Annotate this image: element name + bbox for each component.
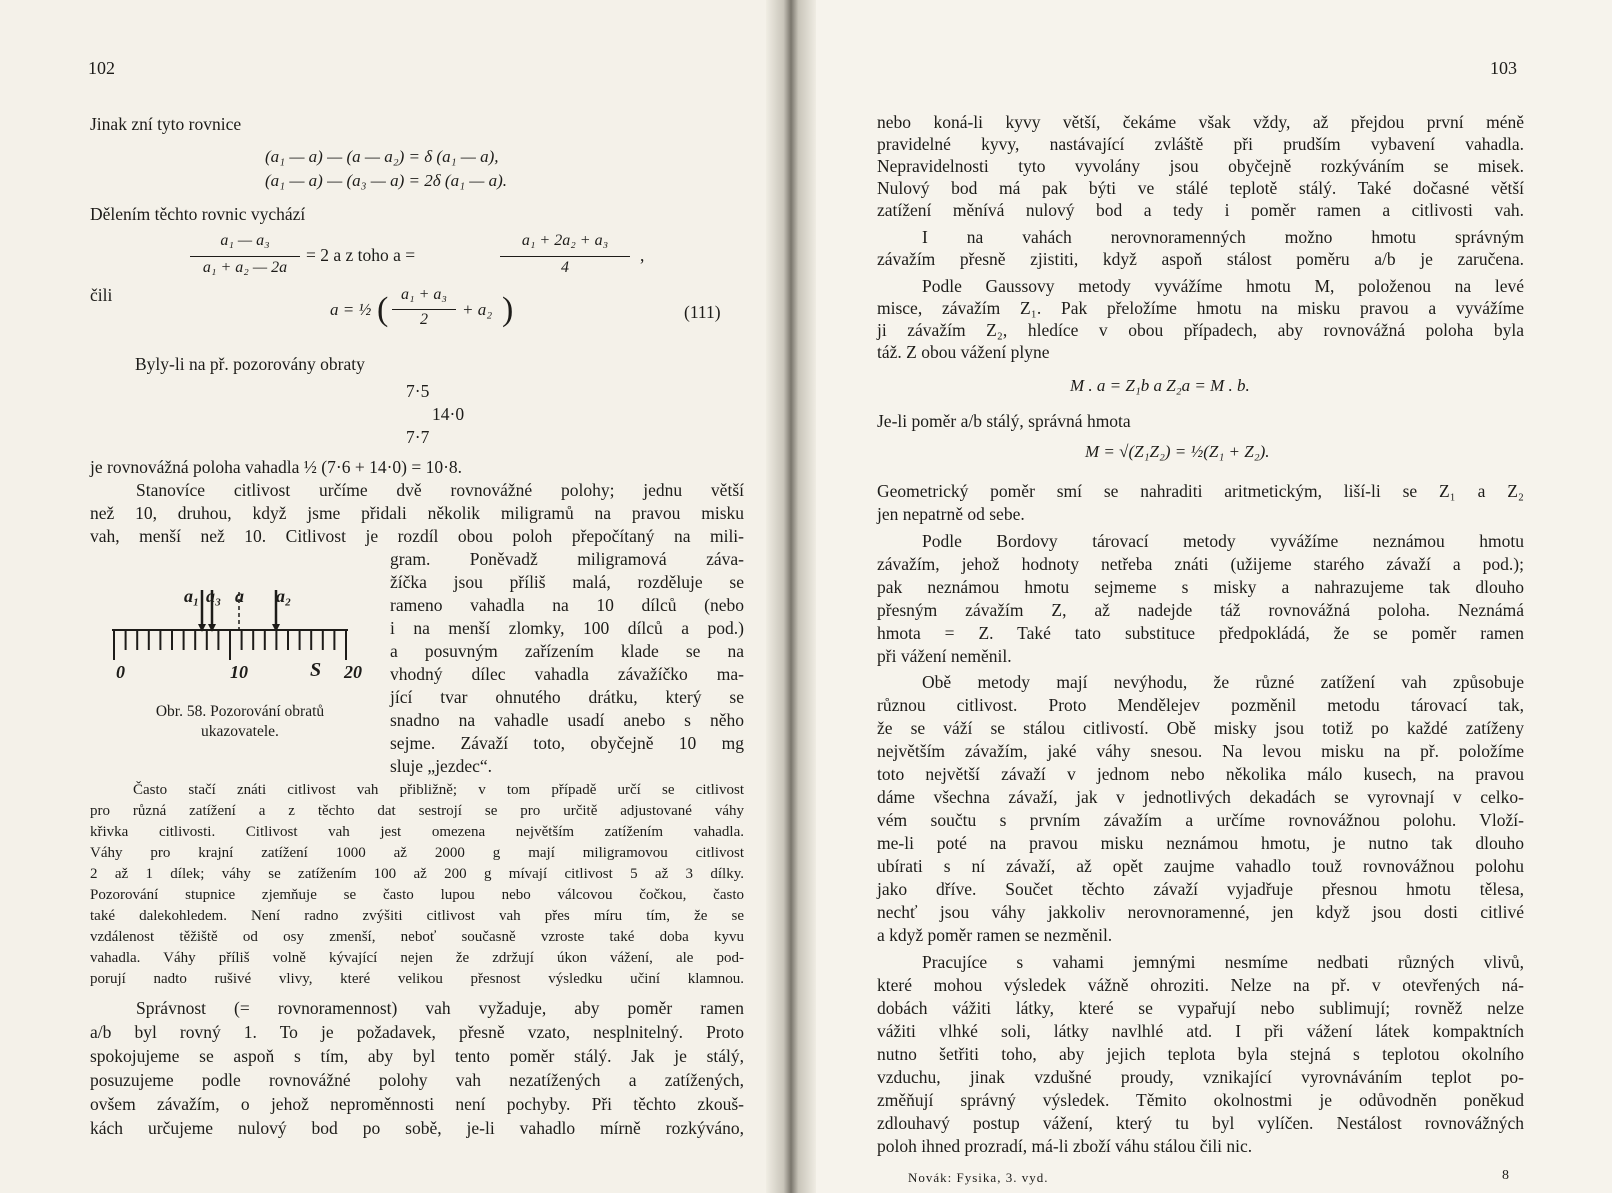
r-para5-line-1: Podle Bordovy tárovací metody vyvážíme neznámou hmotu [922, 531, 1524, 551]
r-para6-line-11: nechť jsou váhy jakkoliv nerovnoramenné, jen když jsou dosti citlivé [877, 902, 1524, 922]
r-para5-line-4: přesným závažím Z, až nadejde táž rovnovážná poloha. Neznámá [877, 600, 1524, 620]
small-para-line-6: Pozorování stupnice zjemňuje se často lupou nebo válcovou čočkou, často [90, 887, 744, 903]
r-para5-line-2: závažím, jehož hodnoty netřeba znáti (užijeme starého závaží a pod.); [877, 554, 1524, 574]
figure-caption-line-1: Obr. 58. Pozorování obratů [155, 703, 325, 720]
je-li-line: Je-li poměr a/b stálý, správná hmota [877, 411, 1131, 431]
fraction-1-rhs: = 2 a z toho a = [306, 245, 416, 265]
equation-2: (a₁ — a) — (a₃ — a) = 2δ (a₁ — a). [265, 171, 508, 190]
r-para7-line-1: Pracujíce s vahami jemnými nesmíme nedbati různých vlivů, [922, 952, 1524, 972]
r-para7-line-7: změňují správný výsledek. Těmito okolnostmi je odůvodněn poněkud [877, 1090, 1524, 1110]
r-para3-line-2: misce, závažím Z₁. Pak přeložíme hmotu na misku pravou a vyvážíme [877, 298, 1524, 318]
equation-1: (a₁ — a) — (a — a₂) = δ (a₁ — a), [265, 147, 499, 166]
r-para4-line-1: Geometrický poměr smí se nahraditi aritmetickým, liší-li se Z₁ a Z₂ [877, 481, 1524, 501]
r-para2-line-1: I na vahách nerovnoramenných možno hmotu správným [922, 227, 1524, 247]
r-para6-line-10: jako dříve. Součet těchto závaží vyjadřuje přesnou hmotu tělesa, [877, 879, 1524, 899]
r-para3-line-4: táž. Z obou vážení plyne [877, 342, 1050, 362]
r-para6-line-7: vém součtu s prvním závažím a určíme rovnovážnou polohu. Vloží- [877, 810, 1524, 830]
gauss-equation: M . a = Z₁b a Z₂a = M . b. [1070, 376, 1250, 395]
label-a2: a₂ [276, 586, 292, 606]
fraction-1-bar [190, 256, 300, 257]
intro-line: Jinak zní tyto rovnice [90, 114, 242, 134]
equation-111-bar [392, 309, 456, 310]
footer-imprint: Novák: Fysika, 3. vyd. [908, 1170, 1049, 1185]
r-para7-line-5: nutno šetřiti toho, aby jejich teplota byla stejná s teplotou okolního [877, 1044, 1524, 1064]
label-a3: a₃ [206, 586, 222, 606]
para2-line-2: a/b byl rovný 1. To je požadavek, přesně vzato, nesplnitelný. Proto [90, 1022, 744, 1042]
r-para5-line-6: při vážení neměnil. [877, 646, 1012, 666]
fraction-2-denominator: 4 [561, 259, 569, 276]
obrat-2: 14·0 [432, 404, 465, 424]
para1r-line-1: gram. Poněvadž miligramová záva- [390, 549, 744, 569]
r-para6-line-4: největším závažím, jaké váhy snesou. Na levou misku na př. položíme [877, 741, 1524, 761]
para1-line-2: než 10, druhou, když jsme přidali několik miligramů na pravou misku [90, 503, 744, 523]
small-para-line-2: pro různá zatížení a z těchto dat sestrojí se pro určitě adjustované váhy [90, 803, 744, 819]
r-para6-line-8: me-li poté na pravou misku neznámou hmotu, je nutno tak dlouho [877, 833, 1524, 853]
right-page-number: 103 [1490, 58, 1517, 78]
para2-line-4: posuzujeme podle rovnovážné polohy vah nezatížených a zatížených, [90, 1070, 744, 1090]
tick-label-s: S [310, 659, 322, 681]
left-page-number: 102 [88, 58, 115, 78]
mass-equation: M = √(Z₁Z₂) = ½(Z₁ + Z₂). [1085, 442, 1270, 461]
r-para3-line-1: Podle Gaussovy metody vyvážíme hmotu M, položenou na levé [922, 276, 1524, 296]
observation-scale-figure [108, 580, 376, 690]
para1-line-1: Stanovíce citlivost určíme dvě rovnovážné polohy; jednu větší [136, 480, 744, 500]
para2-line-3: spokojujeme se aspoň s tím, aby byl tento poměr stálý. Jak je stálý, [90, 1046, 744, 1066]
small-para-line-10: porují nadto rušivé vlivy, které velikou přesnost výsledku učiní klamnou. [90, 971, 744, 987]
r-para6-line-2: různou citlivost. Proto Mendělejev pozměnil metodu tárovací tak, [877, 695, 1524, 715]
cili-label: čili [90, 285, 113, 305]
book-gutter [766, 0, 816, 1193]
equation-111-numerator: a₁ + a₃ [401, 286, 447, 303]
equation-111-number: (111) [684, 302, 721, 322]
label-a1: a₁ [184, 586, 200, 606]
r-para6-line-12: a když poměr ramen se nezměnil. [877, 925, 1113, 945]
para1r-line-4: i na menší zlomky, 100 dílců a pod.) [390, 618, 744, 638]
para1r-line-2: žíčka jsou příliš malá, rozděluje se [390, 572, 744, 592]
division-line: Dělením těchto rovnic vychází [90, 204, 306, 224]
fraction-1-denominator: a₁ + a₂ — 2a [202, 259, 288, 276]
r-para6-line-5: toto největší závaží v jednom nebo několika málo kusech, na pravou [877, 764, 1524, 784]
r-para1-line-4: Nulový bod má pak býti ve stálé teplotě stálý. Také dočasné větší [877, 178, 1524, 198]
small-para-line-9: vahadla. Váhy příliš volně kývající nejen že zdržují úkon vážení, ale pod- [90, 950, 744, 966]
equation-111-lhs: a = ½ [330, 300, 372, 319]
obraty-intro: Byly-li na př. pozorovány obraty [135, 354, 365, 374]
r-para3-line-3: ji závažím Z₂, hledíce v obou případech, aby rovnovážná poloha byla [877, 320, 1524, 340]
figure-caption-line-2: ukazovatele. [201, 723, 279, 740]
fraction-1-numerator: a₁ — a₃ [220, 232, 270, 249]
r-para6-line-3: že se váží se stálou citlivostí. Obě misky jsou totiž po každé zatíženy [877, 718, 1524, 738]
obrat-3: 7·7 [406, 427, 430, 447]
tick-label-0: 0 [116, 662, 125, 682]
small-para-line-8: vzdálenost těžiště od osy zmenší, neboť současně vzroste také doba kyvu [90, 929, 744, 945]
fraction-2-bar [500, 256, 630, 257]
r-para1-line-2: pravidelné kyvy, nastávající zvláště při prudším vybavení vahadla. [877, 134, 1524, 154]
para1r-line-8: snadno na vahadle usadí anebo s něho [390, 710, 744, 730]
para1r-line-7: jící tvar ohnutého drátku, který se [390, 687, 744, 707]
r-para1-line-1: nebo koná-li kyvy větší, čekáme však vždy, až přejdou první méně [877, 112, 1524, 132]
para1r-line-10: sluje „jezdec“. [390, 756, 493, 776]
para1r-line-3: rameno vahadla na 10 dílců (nebo [390, 595, 744, 615]
para1r-line-6: vhodný dílec vahadla závažíčko ma- [390, 664, 744, 684]
r-para1-line-3: Nepravidelnosti tyto vyvolány jsou obyčejně rozkýváním se misek. [877, 156, 1524, 176]
r-para7-line-9: poloh ihned prozradí, má-li zboží váhu stálou čili nic. [877, 1136, 1253, 1156]
r-para6-line-9: ubírati s ní závaží, až opět zaujme vahadlo touž rovnovážnou polohu [877, 856, 1524, 876]
figure-caption [100, 702, 380, 742]
small-para-line-4: Váhy pro krajní zatížení 1000 až 2000 g mají miligramovou citlivost [90, 845, 744, 861]
para2-line-5: ovšem závažím, o jehož neproměnnosti není pochyby. Při těchto zkouš- [90, 1094, 744, 1114]
fraction-2-comma: , [640, 245, 645, 265]
small-para-line-1: Často stačí znáti citlivost vah přibližně; v tom případě určí se citlivost [133, 782, 744, 798]
rovnovazna-line: je rovnovážná poloha vahadla ½ (7·6 + 14·0) = 10·8. [90, 457, 463, 477]
fraction-2-numerator: a₁ + 2a₂ + a₃ [521, 232, 609, 249]
label-a: a [235, 586, 244, 606]
para1r-line-9: sejme. Závaží toto, obyčejně 10 mg [390, 733, 744, 753]
r-para7-line-2: které mohou výsledek vážně ohroziti. Nelze na př. v otevřených ná- [877, 975, 1524, 995]
small-para-line-5: 2 až 1 dílek; váhy se zatížením 100 až 200 g mívají citlivost 5 až 3 dílky. [90, 866, 744, 882]
tick-label-10: 10 [230, 662, 248, 682]
paren-close: ) [502, 291, 514, 328]
r-para1-line-5: zatížení měnívá nulový bod a tedy i poměr ramen a citlivosti vah. [877, 200, 1524, 220]
para1r-line-5: a posuvným zařízením klade se na [390, 641, 744, 661]
r-para6-line-6: dáme všechna závaží, jak v jednotlivých dekadách se vyrovnají v celko- [877, 787, 1524, 807]
r-para6-line-1: Obě metody mají nevýhodu, že různé zatížení vah způsobuje [922, 672, 1524, 692]
equation-111-denominator: 2 [420, 311, 428, 328]
small-para-line-3: křivka citlivosti. Citlivost vah jest omezena největším zatížením vahadla. [90, 824, 744, 840]
r-para7-line-4: vážiti vlhké soli, látky navlhlé atd. I při vážení látek kompaktních [877, 1021, 1524, 1041]
equation-111-rest: + a₂ [462, 300, 493, 319]
paren-open: ( [377, 291, 389, 328]
r-para7-line-8: zdlouhavý postup vážení, který tu byl vylíčen. Nestálost rovnovážných [877, 1113, 1524, 1133]
r-para7-line-6: vzduchu, jinak vzdušné proudy, vznikající vyrovnáváním teplot po- [877, 1067, 1524, 1087]
tick-label-20: 20 [344, 662, 362, 682]
r-para5-line-3: pak neznámou hmotu sejmeme s misky a nahrazujeme tak dlouho [877, 577, 1524, 597]
para2-line-6: kách určujeme nulový bod po sobě, je-li vahadlo mírně rozkýváno, [90, 1118, 744, 1138]
r-para7-line-3: dobách vážiti látky, které se vypařují nebo sublimují; rovněž nelze [877, 998, 1524, 1018]
signature-mark: 8 [1502, 1168, 1510, 1183]
r-para2-line-2: závažím přesně zjistiti, když aspoň stálost poměru a/b je zaručena. [877, 249, 1524, 269]
para2-line-1: Správnost (= rovnoramennost) vah vyžaduje, aby poměr ramen [136, 998, 744, 1018]
r-para4-line-2: jen nepatrně od sebe. [877, 504, 1025, 524]
small-para-line-7: také dalekohledem. Není radno zvýšiti citlivost vah přes míru tím, že se [90, 908, 744, 924]
r-para5-line-5: hmota = Z. Také tato substituce předpokládá, že se poměr ramen [877, 623, 1524, 643]
obrat-1: 7·5 [406, 381, 430, 401]
para1-line-3: vah, menší než 10. Citlivost je rozdíl obou poloh přepočítaný na mili- [90, 526, 744, 546]
